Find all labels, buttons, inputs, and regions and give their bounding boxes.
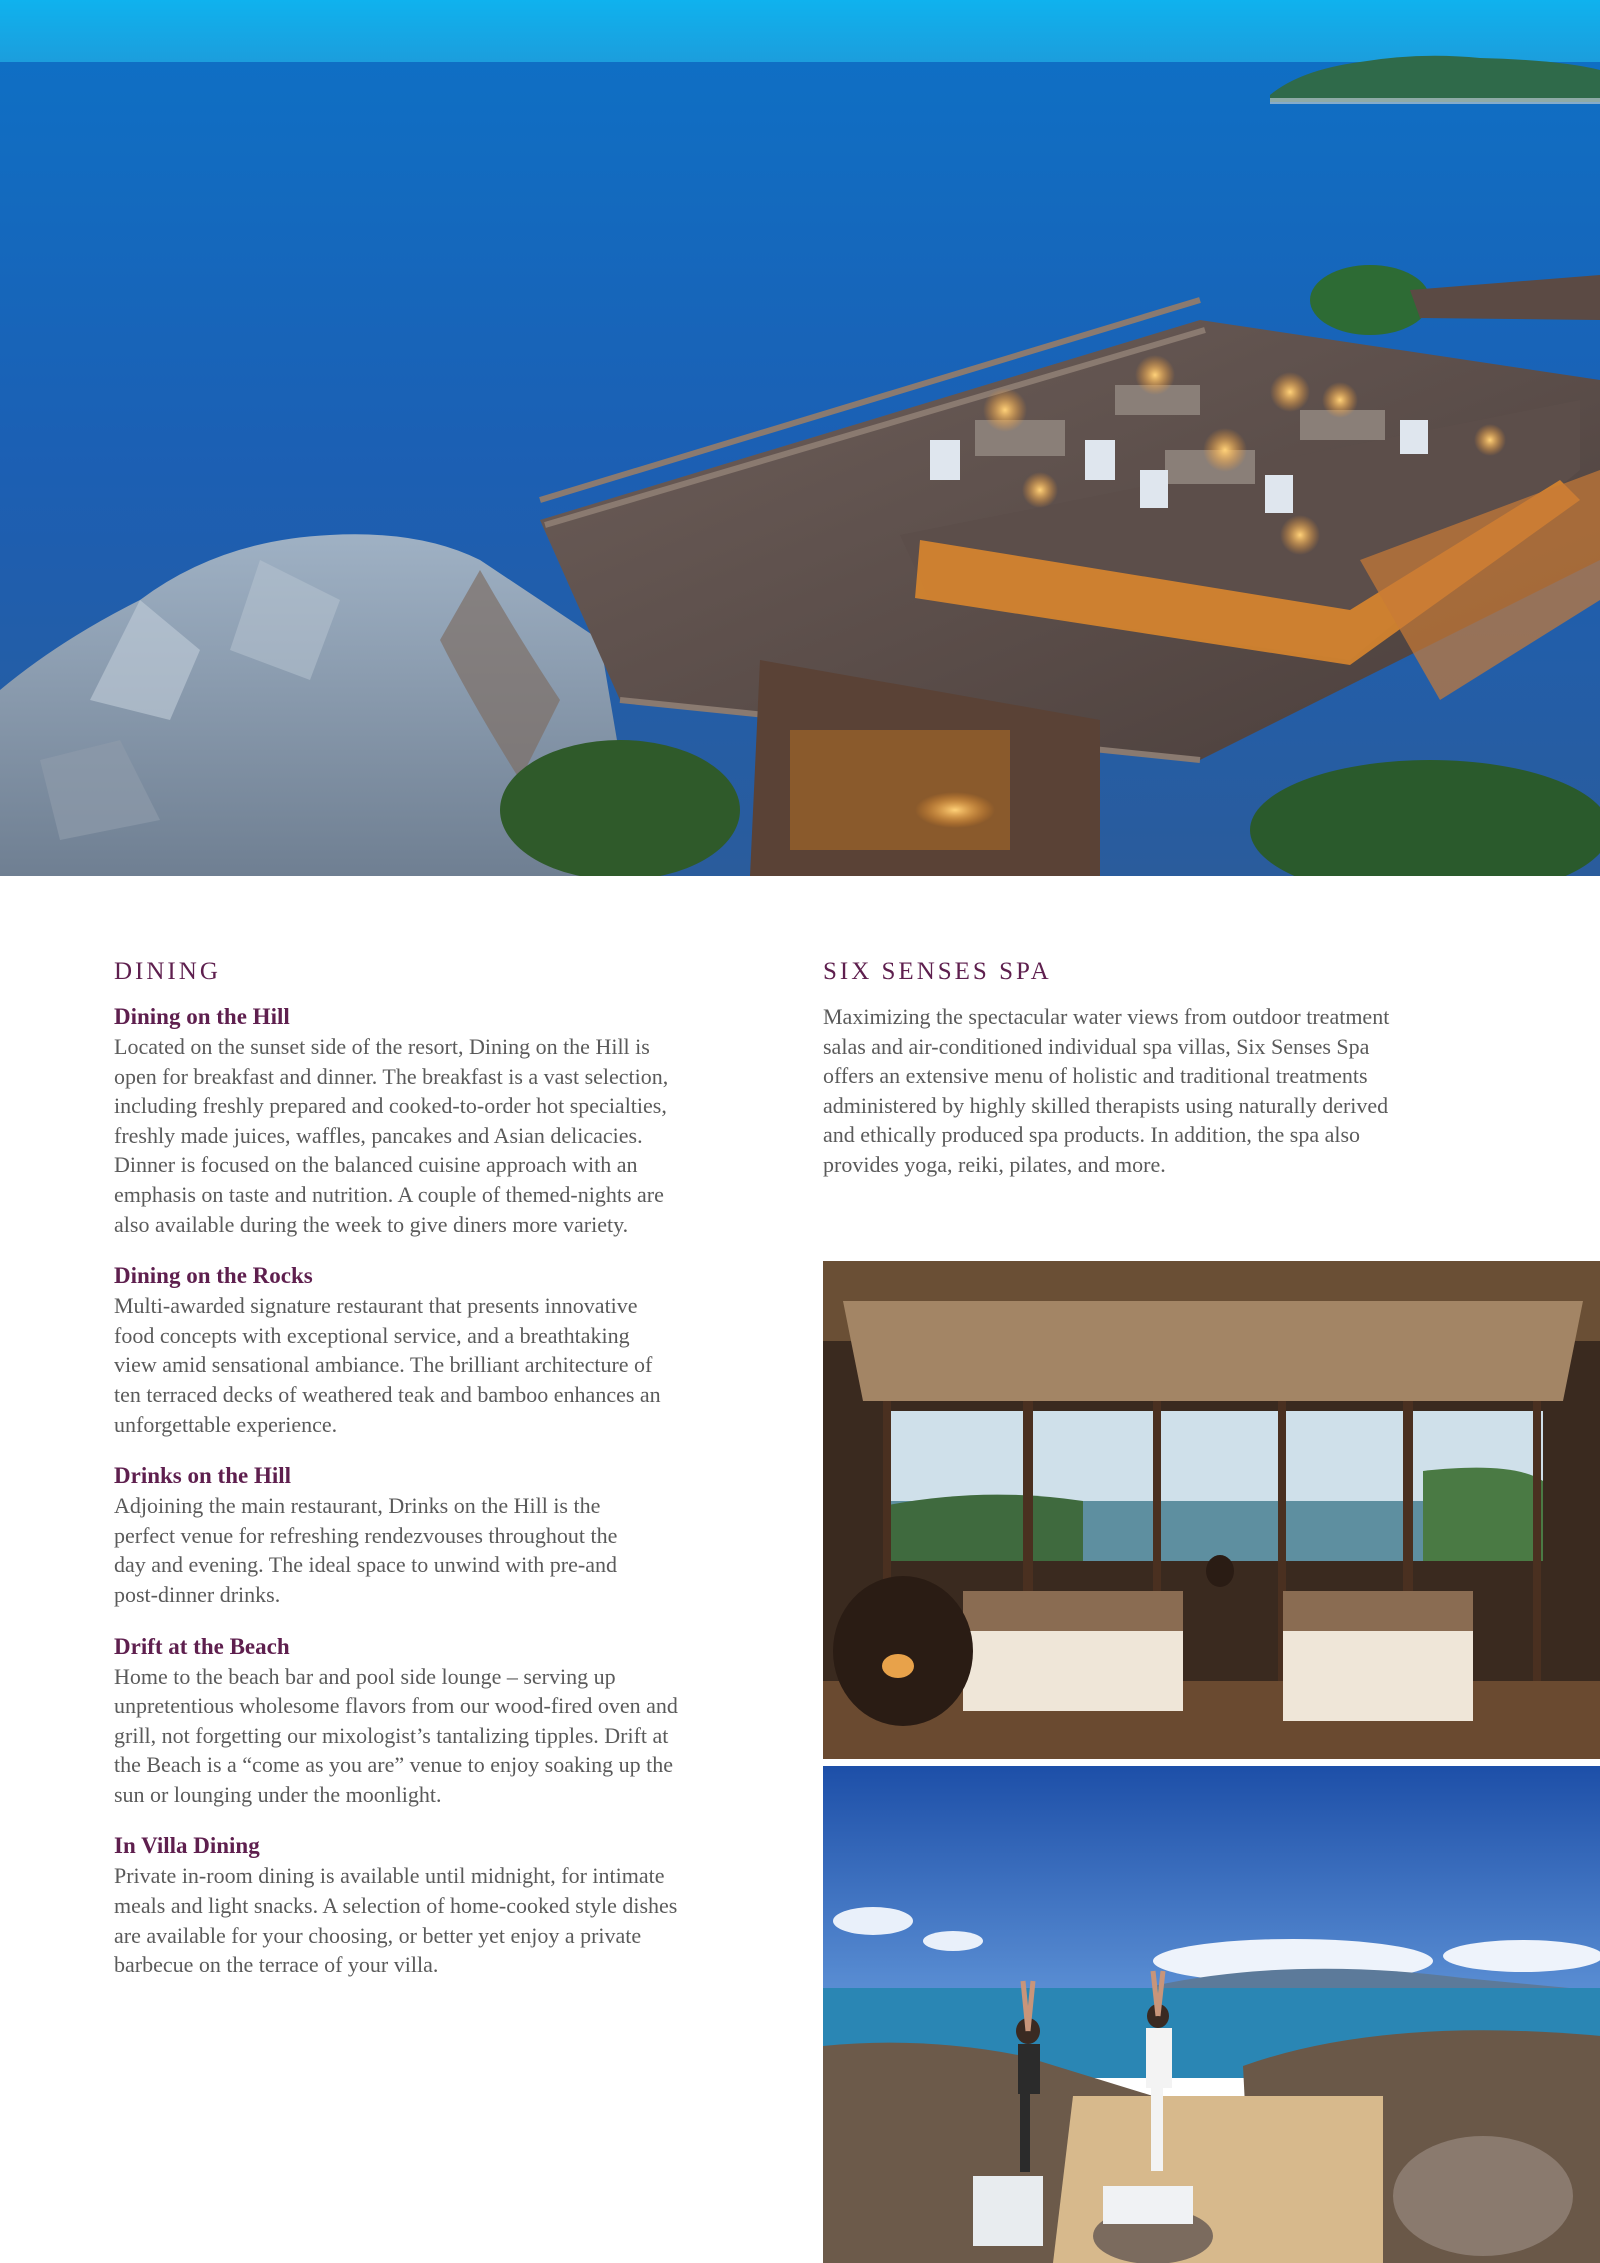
dining-heading: DINING — [114, 958, 221, 985]
spa-column — [823, 954, 1489, 1180]
dining-item-dining-on-the-rocks — [114, 1261, 784, 1439]
dining-item-title: Drift at the Beach — [114, 1633, 290, 1659]
dining-column — [114, 954, 784, 1980]
dining-item-title: Dining on the Rocks — [114, 1263, 313, 1289]
beach-yoga-photo — [823, 1766, 1600, 2263]
dining-item-description: Adjoining the main restaurant, Drinks on the Hill is the perfect venue for refreshing rendezvouses throughout the day and evening. The ideal space to unwind with pre-and post-dinner drinks. — [114, 1493, 618, 1607]
hero-photo-dining-deck — [0, 0, 1600, 876]
dining-item-dining-on-the-hill — [114, 1002, 784, 1239]
spa-description: Maximizing the spectacular water views from outdoor treatment salas and air-conditioned individual spa villas, Six Senses Spa offers an extensive menu of holistic and traditional treatments administered by highly skilled therapists using naturally derived and ethically produced spa products. In addition, the spa also provides yoga, reiki, pilates, and more. — [823, 1004, 1390, 1177]
dining-item-title: Dining on the Hill — [114, 1004, 290, 1029]
dining-item-description: Multi-awarded signature restaurant that presents innovative food concepts with exceptional service, and a breathtaking view amid sensational ambiance. The brilliant architecture of ten terraced decks of weathered teak and bamboo enhances an unforgettable experience. — [114, 1293, 661, 1437]
dining-item-title: In Villa Dining — [114, 1833, 260, 1859]
dining-item-in-villa-dining — [114, 1831, 784, 1979]
dining-item-drift-at-the-beach — [114, 1632, 784, 1810]
dining-item-description: Private in-room dining is available until midnight, for intimate meals and light snacks. A selection of home-cooked style dishes are available for your choosing, or better yet enjoy a private barbecue on the terrace of your villa. — [114, 1863, 678, 1978]
spa-heading: SIX SENSES SPA — [823, 958, 1052, 985]
spa-treatment-room-photo — [823, 1261, 1600, 1759]
dining-item-description: Located on the sunset side of the resort, Dining on the Hill is open for breakfast and dinner. The breakfast is a vast selection, including freshly prepared and cooked-to-order hot specialties, freshly made juices, waffles, pancakes and Asian delicacies. Dinner is focused on the balanced cuisine approach with an emphasis on taste and nutrition. A couple of themed-nights are also available during the week to give diners more variety. — [114, 1034, 669, 1237]
dining-item-drinks-on-the-hill — [114, 1461, 784, 1609]
dining-item-title: Drinks on the Hill — [114, 1463, 292, 1489]
dining-item-description: Home to the beach bar and pool side lounge – serving up unpretentious wholesome flavors from our wood-fired oven and grill, not forgetting our mixologist’s tantalizing tipples. Drift at the Beach is a “come as you are” venue to enjoy soaking up the sun or lounging under the moonlight. — [114, 1663, 678, 1807]
